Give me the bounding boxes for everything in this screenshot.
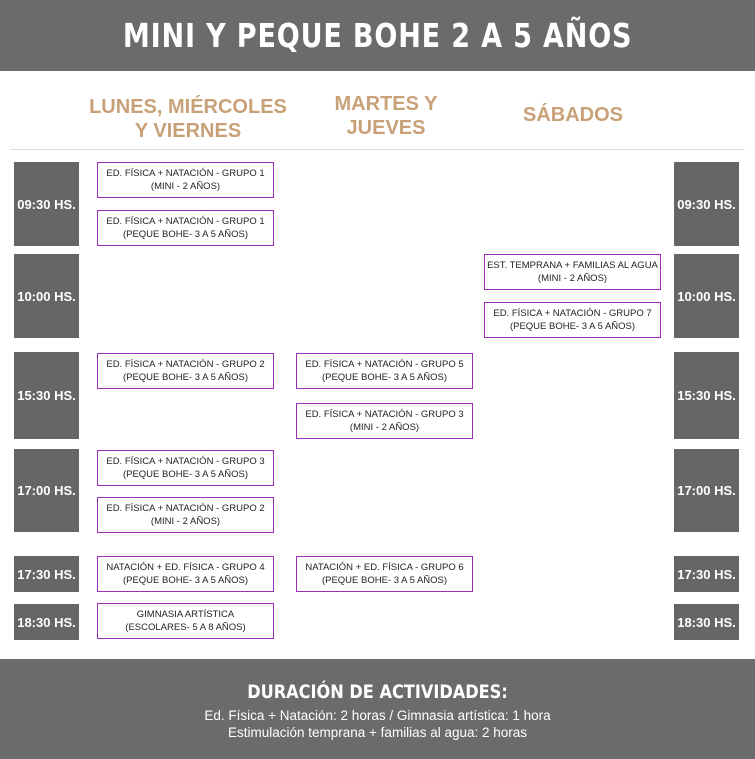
activity-subtitle: (MINI - 2 AÑOS) <box>537 273 608 284</box>
activity-subtitle: (PEQUE BOHE- 3 A 5 AÑOS) <box>321 372 448 383</box>
activity-lmv-1730-grupo4-peque <box>97 556 274 592</box>
activity-sab-1000-est-temprana <box>484 254 661 290</box>
activity-title: ED. FÍSICA + NATACIÓN - GRUPO 2 <box>106 359 265 370</box>
activity-subtitle: (PEQUE BOHE- 3 A 5 AÑOS) <box>122 229 249 240</box>
footer-line-1: Ed. Física + Natación: 2 horas / Gimnasia artística: 1 hora <box>204 708 551 723</box>
column-heading-sab <box>484 103 662 127</box>
activity-subtitle: (PEQUE BOHE- 3 A 5 AÑOS) <box>122 469 249 480</box>
activity-title: EST. TEMPRANA + FAMILIAS AL AGUA <box>487 260 658 271</box>
activity-title: ED. FÍSICA + NATACIÓN - GRUPO 1 <box>106 216 265 227</box>
activity-title: GIMNASIA ARTÍSTICA <box>136 609 235 620</box>
activity-mj-1530-grupo5-peque <box>296 353 473 389</box>
activity-lmv-0930-grupo1-peque <box>97 210 274 246</box>
column-heading-lmv <box>88 95 288 143</box>
time-label-1730-right: 17:30 HS. <box>674 556 739 592</box>
activity-title: ED. FÍSICA + NATACIÓN - GRUPO 2 <box>106 503 265 514</box>
footer-line-2: Estimulación temprana + familias al agua: 2 horas <box>227 725 528 740</box>
column-heading-lmv-line2: Y VIERNES <box>134 120 242 142</box>
activity-lmv-1700-grupo3-peque <box>97 450 274 486</box>
activity-subtitle: (MINI - 2 AÑOS) <box>150 181 221 192</box>
column-heading-lmv-line1: LUNES, MIÉRCOLES <box>89 96 287 118</box>
activity-lmv-1830-gimnasia <box>97 603 274 639</box>
time-label-1530-right: 15:30 HS. <box>674 352 739 439</box>
time-label-1700-left: 17:00 HS. <box>14 449 79 532</box>
activity-subtitle: (MINI - 2 AÑOS) <box>150 516 221 527</box>
time-label-1530-left: 15:30 HS. <box>14 352 79 439</box>
activity-mj-1530-grupo3-mini <box>296 403 473 439</box>
activity-subtitle: (PEQUE BOHE- 3 A 5 AÑOS) <box>509 321 636 332</box>
time-label-1830-left: 18:30 HS. <box>14 604 79 640</box>
column-heading-mj <box>296 92 476 140</box>
time-label-1830-right: 18:30 HS. <box>674 604 739 640</box>
activity-mj-1730-grupo6-peque <box>296 556 473 592</box>
activity-subtitle: (ESCOLARES- 5 A 8 AÑOS) <box>125 622 246 633</box>
time-label-1730-left: 17:30 HS. <box>14 556 79 592</box>
footer-title: DURACIÓN DE ACTIVIDADES: <box>247 681 508 703</box>
time-label-0930-right: 09:30 HS. <box>674 162 739 246</box>
activity-subtitle: (PEQUE BOHE- 3 A 5 AÑOS) <box>122 372 249 383</box>
header-bar <box>0 0 755 71</box>
activity-lmv-1530-grupo2-peque <box>97 353 274 389</box>
activity-lmv-1700-grupo2-mini <box>97 497 274 533</box>
column-heading-mj-line1: MARTES Y <box>334 93 438 115</box>
activity-sab-1000-grupo7-peque <box>484 302 661 338</box>
activity-subtitle: (PEQUE BOHE- 3 A 5 AÑOS) <box>122 575 249 586</box>
activity-title: ED. FÍSICA + NATACIÓN - GRUPO 7 <box>493 308 652 319</box>
page-title: MINI Y PEQUE BOHE 2 A 5 AÑOS <box>122 16 633 55</box>
column-heading-sab-line1: SÁBADOS <box>522 104 623 126</box>
column-heading-mj-line2: JUEVES <box>346 117 426 139</box>
activity-title: ED. FÍSICA + NATACIÓN - GRUPO 3 <box>106 456 265 467</box>
activity-title: ED. FÍSICA + NATACIÓN - GRUPO 3 <box>305 409 464 420</box>
activity-title: ED. FÍSICA + NATACIÓN - GRUPO 1 <box>106 168 265 179</box>
activity-title: NATACIÓN + ED. FÍSICA - GRUPO 4 <box>106 562 265 573</box>
activity-title: NATACIÓN + ED. FÍSICA - GRUPO 6 <box>305 562 464 573</box>
activity-lmv-0930-grupo1-mini <box>97 162 274 198</box>
time-label-0930-left: 09:30 HS. <box>14 162 79 246</box>
time-label-1000-right: 10:00 HS. <box>674 254 739 338</box>
footer-panel <box>0 659 755 759</box>
activity-subtitle: (MINI - 2 AÑOS) <box>349 422 420 433</box>
time-label-1700-right: 17:00 HS. <box>674 449 739 532</box>
time-label-1000-left: 10:00 HS. <box>14 254 79 338</box>
activity-title: ED. FÍSICA + NATACIÓN - GRUPO 5 <box>305 359 464 370</box>
header-divider <box>10 149 745 150</box>
activity-subtitle: (PEQUE BOHE- 3 A 5 AÑOS) <box>321 575 448 586</box>
